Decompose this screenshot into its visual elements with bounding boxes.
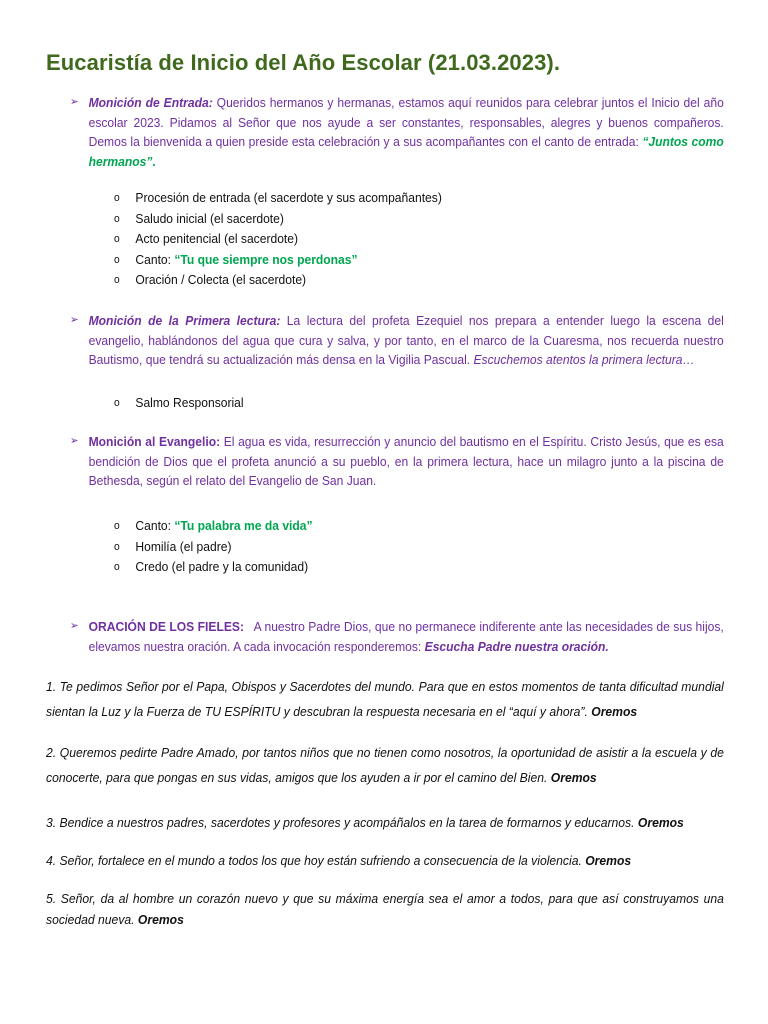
song-title: “Tu que siempre nos perdonas” — [174, 251, 358, 267]
section-body — [89, 93, 724, 171]
oremos-label: Oremos — [550, 770, 597, 785]
section-end: . — [152, 153, 156, 169]
section-text: A nuestro Padre Dios, que no permanece indiferente ante las necesidades de sus hijos, elevamos nuestra oración. A cada invocación responderemos: — [88, 619, 728, 654]
prayer-item: 1. Te pedimos Señor por el Papa, Obispos y Sacerdotes del mundo. Para que en estos momentos de tanta dificultad mundial sientan la Luz y la Fuerza de TU ESPÍRITU y descubran la respuesta necesaria en el “aquí y ahora”. Oremos — [46, 679, 724, 719]
section-italic: Escuchemos atentos la primera lectura… — [473, 352, 695, 367]
list-item-canto: o Canto: “Tu palabra me da vida” — [114, 516, 313, 537]
rite-list-2 — [114, 393, 244, 414]
arrow-bullet-icon: ➢ — [70, 314, 79, 326]
list-item: o Saludo inicial (el sacerdote) — [114, 209, 442, 230]
oremos-label: Oremos — [585, 853, 632, 868]
circle-bullet-icon: o — [114, 192, 120, 204]
response-text: Escucha Padre nuestra oración. — [424, 638, 609, 654]
section-text: El agua es vida, resurrección y anuncio del bautismo en el Espíritu. Cristo Jesús, que es esa bendición de Dios que el profeta anunció a su pueblo, en la primera lectura, hace un milagro junto a la piscina de Bethesda, según el relato del Evangelio de San Juan. — [88, 434, 724, 488]
prayer-item: 5. Señor, da al hombre un corazón nuevo y que su máxima energía sea el amor a todos, para que así construyamos una sociedad nueva. Oremos — [46, 891, 724, 927]
circle-bullet-icon: o — [114, 397, 120, 409]
prayer-item: 3. Bendice a nuestros padres, sacerdotes y profesores y acompáñalos en la tarea de formarnos y educarnos. Oremos — [46, 815, 684, 830]
list-item: o Oración / Colecta (el sacerdote) — [114, 270, 442, 291]
section-body — [88, 617, 728, 656]
rite-list-1 — [114, 188, 442, 291]
section-monicion-entrada — [70, 93, 724, 171]
section-monicion-primera-lectura — [70, 311, 724, 370]
circle-bullet-icon: o — [114, 253, 120, 266]
section-label: ORACIÓN DE LOS FIELES: — [88, 619, 244, 634]
list-item: o Homilía (el padre) — [114, 537, 313, 558]
circle-bullet-icon: o — [114, 520, 120, 532]
circle-bullet-icon: o — [114, 274, 120, 286]
circle-bullet-icon: o — [114, 540, 120, 553]
list-item: o Procesión de entrada (el sacerdote y sus acompañantes) — [114, 188, 442, 209]
section-label: Monición de Entrada: — [88, 95, 213, 110]
oremos-label: Oremos — [137, 912, 184, 927]
list-item-canto: o Canto: “Tu que siempre nos perdonas” — [114, 250, 442, 271]
section-body — [89, 432, 724, 491]
song-title: “Juntos como hermanos” — [88, 134, 724, 169]
document-title: Eucaristía de Inicio del Año Escolar (21.03.2023). — [46, 50, 561, 75]
list-item: o Credo (el padre y la comunidad) — [114, 557, 313, 578]
section-label: Monición al Evangelio: — [88, 434, 221, 449]
section-text: La lectura del profeta Ezequiel nos prepara a entender luego la escena del evangelio, hablándonos del agua que cura y salva, y por tanto, en el marco de la Cuaresma, nos recuerda nuestro Bautismo, que tendrá su actualización más densa en la Vigilia Pascual. — [88, 313, 724, 367]
circle-bullet-icon: o — [114, 561, 120, 573]
list-item: o Acto penitencial (el sacerdote) — [114, 229, 442, 250]
arrow-bullet-icon: ➢ — [70, 620, 79, 632]
song-title: “Tu palabra me da vida” — [174, 518, 313, 533]
section-monicion-evangelio — [70, 432, 724, 491]
circle-bullet-icon: o — [114, 233, 120, 245]
prayer-item: 4. Señor, fortalece en el mundo a todos los que hoy están sufriendo a consecuencia de la violencia. Oremos — [46, 853, 632, 868]
prayer-item: 2. Queremos pedirte Padre Amado, por tantos niños que no tienen como nosotros, la oportunidad de asistir a la escuela y de conocerte, para que pongas en sus vidas, amigos que los ayuden a ir por el camino del Bien. Oremos — [46, 745, 724, 785]
arrow-bullet-icon: ➢ — [70, 96, 79, 108]
rite-list-3 — [114, 516, 313, 578]
circle-bullet-icon: o — [114, 212, 120, 225]
oremos-label: Oremos — [591, 704, 638, 719]
arrow-bullet-icon: ➢ — [70, 435, 79, 447]
oremos-label: Oremos — [637, 815, 684, 830]
list-item: o Salmo Responsorial — [114, 393, 244, 414]
section-text: Queridos hermanos y hermanas, estamos aquí reunidos para celebrar juntos el Inicio del año escolar 2023. Pidamos al Señor que nos ayude a ser constantes, responsables, alegres y buenos compañeros. Demos la bienvenida a quien preside esta celebración y a sus acompañantes con el canto de entrada: — [88, 95, 724, 149]
section-body — [89, 311, 724, 370]
section-label: Monición de la Primera lectura: — [88, 313, 281, 328]
section-oracion-fieles — [70, 617, 728, 656]
